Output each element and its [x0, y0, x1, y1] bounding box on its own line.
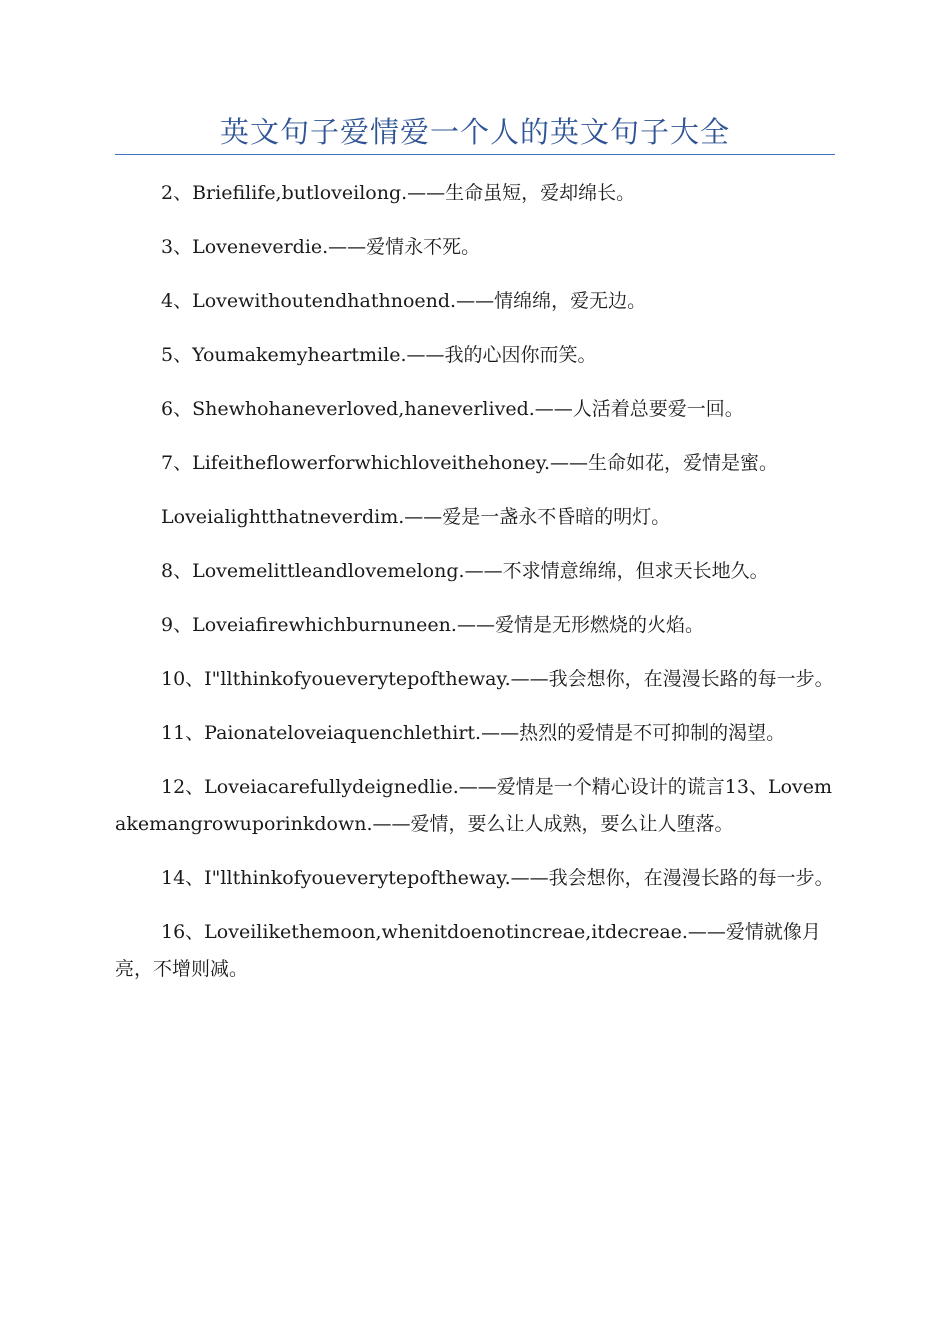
paragraph: 9、Loveiafirewhichburnuneen.——爱情是无形燃烧的火焰。 — [161, 614, 704, 636]
document-body — [115, 175, 835, 988]
paragraph: 10、I"llthinkofyoueverytepoftheway.——我会想你，在漫漫长路的每一步。 — [161, 668, 834, 690]
paragraph: 2、Briefilife,butloveilong.——生命虽短，爱却绵长。 — [161, 182, 636, 204]
paragraph: 7、Lifeitheflowerforwhichloveithehoney.——生命如花，爱情是蜜。 — [161, 452, 779, 474]
paragraph: 14、I"llthinkofyoueverytepoftheway.——我会想你，在漫漫长路的每一步。 — [161, 867, 834, 889]
paragraph: Loveialightthatneverdim.——爱是一盏永不昏暗的明灯。 — [161, 506, 671, 528]
paragraph: 4、Lovewithoutendhathnoend.——情绵绵，爱无边。 — [161, 290, 647, 312]
paragraph: 8、Lovemelittleandlovemelong.——不求情意绵绵，但求天长地久。 — [161, 560, 769, 582]
paragraph: 11、Paionateloveiaquenchlethirt.——热烈的爱情是不可抑制的渴望。 — [161, 722, 786, 744]
document-title: 英文句子爱情爱一个人的英文句子大全 — [219, 115, 730, 149]
paragraph: 3、Loveneverdie.——爱情永不死。 — [161, 236, 481, 258]
paragraph: 5、Youmakemyheartmile.——我的心因你而笑。 — [161, 344, 597, 366]
paragraph: 6、Shewhohaneverloved,haneverlived.——人活着总要爱一回。 — [161, 398, 744, 420]
paragraph: 16、Loveilikethemoon,whenitdoenotincreae,itdecreae.——爱情就像月亮，不增则减。 — [115, 921, 821, 980]
title-underline — [115, 154, 835, 155]
paragraph: 12、Loveiacarefullydeignedlie.——爱情是一个精心设计的谎言13、Lovemakemangrowuporinkdown.——爱情，要么让人成熟，要么让人堕落。 — [115, 776, 833, 835]
